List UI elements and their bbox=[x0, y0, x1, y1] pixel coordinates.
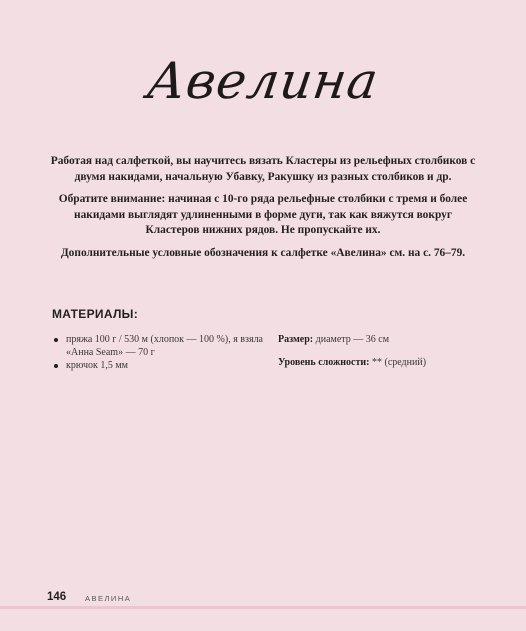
intro-paragraph-2: Обратите внимание: начиная с 10-го ряда рельефные столбики с тремя и более накидами выглядят удлиненными в форме дуги, так как вяжутся вокруг Кластеров нижних рядов. Не пропускайте их. bbox=[58, 193, 468, 236]
page-number: 146 bbox=[47, 591, 67, 603]
materials-item-hook: крючок 1,5 мм bbox=[54, 360, 264, 373]
size-row bbox=[278, 334, 498, 347]
page-title: Авелина bbox=[143, 52, 383, 110]
level-row bbox=[278, 357, 498, 370]
materials-list bbox=[54, 334, 264, 374]
footer-divider bbox=[0, 606, 526, 609]
running-footer: АВЕЛИНА bbox=[85, 594, 132, 603]
size-label: Размер: bbox=[278, 334, 314, 345]
materials-heading: МАТЕРИАЛЫ: bbox=[52, 307, 139, 321]
materials-item-yarn: пряжа 100 г / 530 м (хлопок — 100 %), я взяла «Анна Seam» — 70 г bbox=[54, 334, 264, 359]
size-value: диаметр — 36 см bbox=[315, 334, 390, 345]
level-value: ** (средний) bbox=[371, 356, 427, 368]
specs bbox=[278, 334, 498, 379]
level-label: Уровень сложности: bbox=[278, 356, 370, 368]
intro-text bbox=[50, 154, 476, 268]
intro-paragraph-3: Дополнительные условные обозначения к салфетке «Авелина» см. на с. 76–79. bbox=[60, 246, 466, 259]
intro-paragraph-1: Работая над салфеткой, вы научитесь вязать Кластеры из рельефных столбиков с двумя накидами, начальную Убавку, Ракушку из разных столбиков и др. bbox=[50, 155, 476, 183]
